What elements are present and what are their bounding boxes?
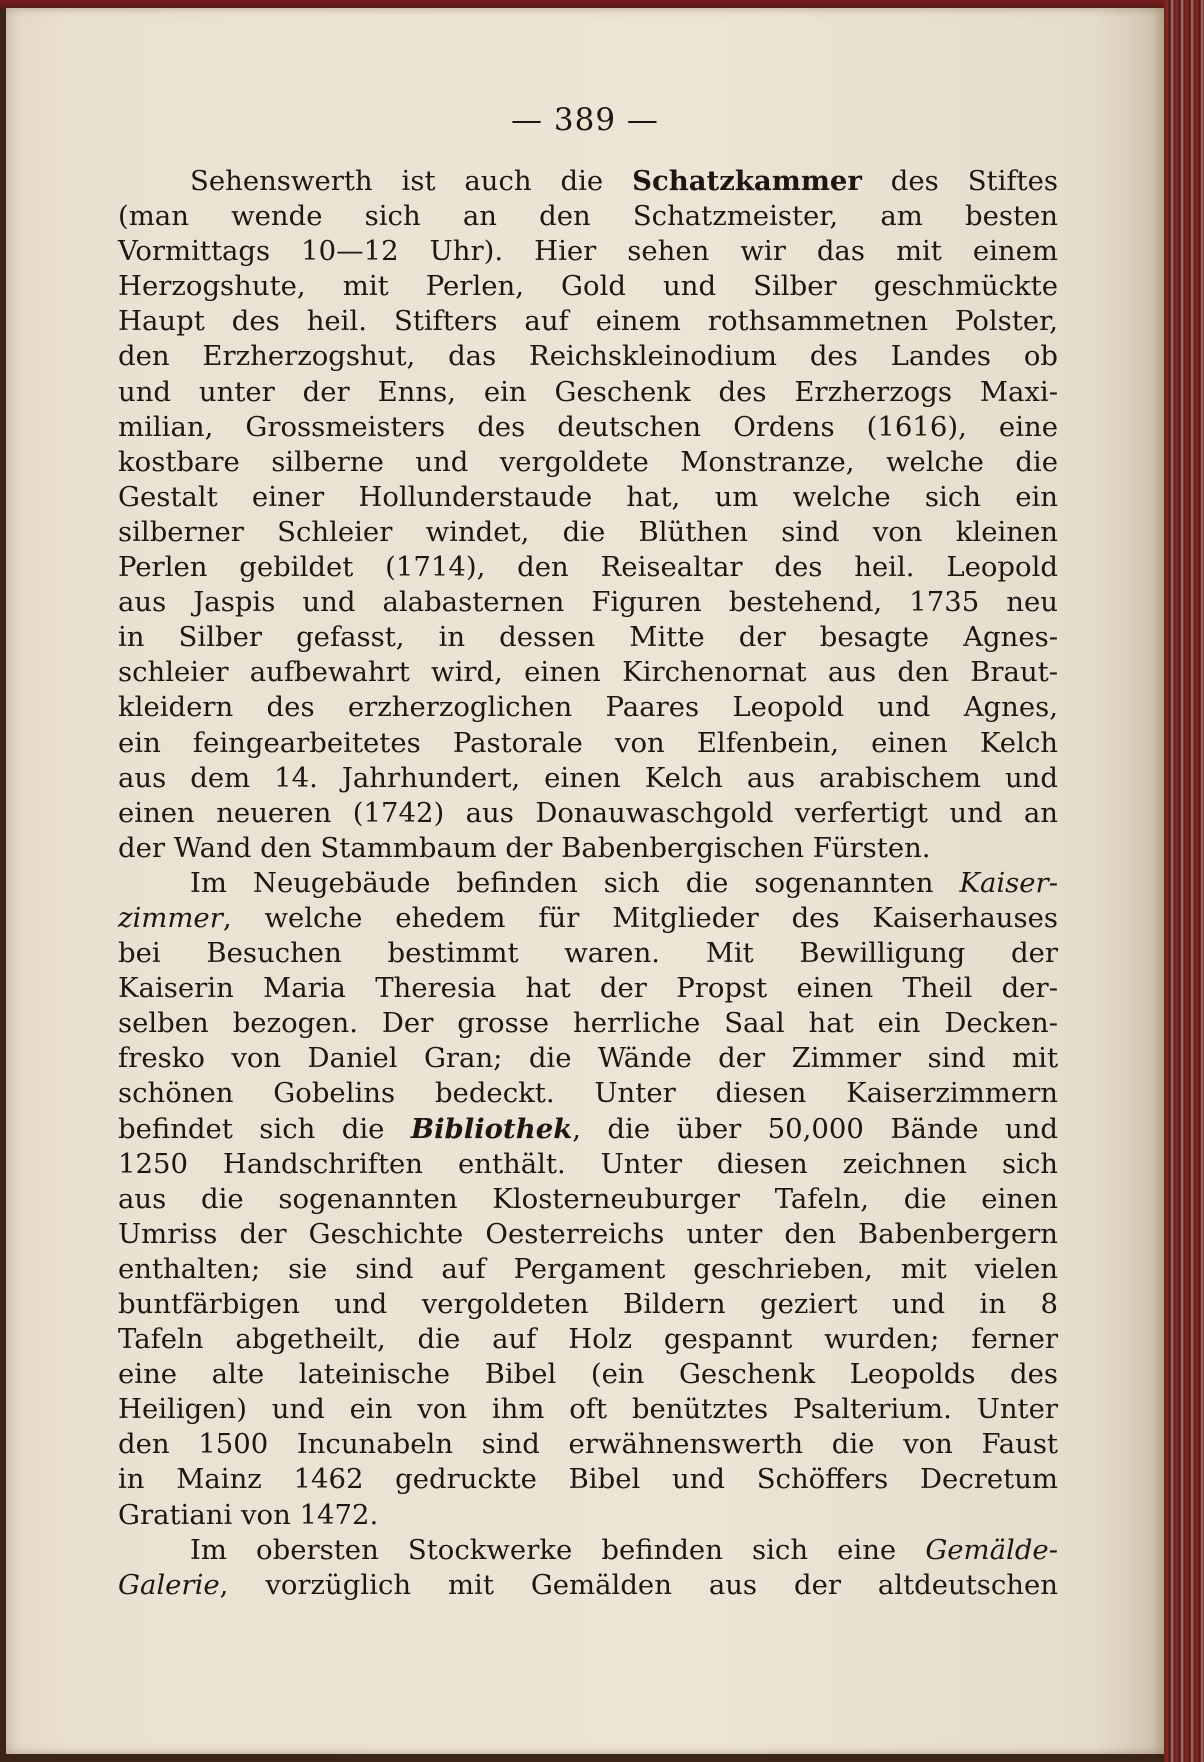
text-segment: eine alte lateinische Bibel (ein Geschenk Leopolds des (118, 1358, 1058, 1391)
text-segment: enthalten; sie sind auf Pergament geschrieben, mit vielen (118, 1252, 1058, 1285)
text-line (118, 1076, 1058, 1111)
text-line (118, 620, 1058, 655)
text-line (118, 1287, 1058, 1322)
text-line (118, 1217, 1058, 1252)
text-segment: 1250 Handschriften enthält. Unter diesen zeichnen sich (118, 1147, 1058, 1180)
text-line (118, 1357, 1058, 1392)
text-line (118, 1498, 1058, 1533)
text-segment: schönen Gobelins bedeckt. Unter diesen Kaiserzimmern (118, 1077, 1058, 1110)
text-line (118, 936, 1058, 971)
text-segment: Gratiani von 1472. (118, 1498, 379, 1531)
text-line (118, 690, 1058, 725)
body-text (118, 164, 1058, 1603)
text-segment: Perlen gebildet (1714), den Reisealtar des heil. Leopold (118, 551, 1058, 584)
text-line (118, 410, 1058, 445)
text-line (118, 304, 1058, 339)
text-line (118, 655, 1058, 690)
text-segment: buntfärbigen und vergoldeten Bildern geziert und in 8 (118, 1288, 1058, 1320)
text-line (118, 234, 1058, 269)
text-segment: aus dem 14. Jahrhundert, einen Kelch aus arabischem und (118, 761, 1058, 794)
text-segment: Herzogshute, mit Perlen, Gold und Silber geschmückte (118, 270, 1058, 303)
text-segment: der Wand den Stammbaum der Babenbergischen Fürsten. (118, 831, 931, 864)
text-line (118, 269, 1058, 304)
text-segment: den Erzherzogshut, das Reichskleinodium des Landes ob (118, 340, 1058, 373)
text-segment: Schatzkammer (632, 165, 862, 197)
text-segment: Kaiser- (959, 866, 1058, 899)
text-line (118, 550, 1058, 585)
text-segment: , welche ehedem für Mitglieder des Kaiserhauses (222, 901, 1058, 934)
text-segment: Im obersten Stockwerke befinden sich eine (190, 1533, 926, 1566)
text-segment: in Silber gefasst, in dessen Mitte der besagte Agnes- (118, 621, 1058, 654)
text-segment: zimmer (118, 901, 223, 934)
text-segment: befindet sich die (118, 1112, 411, 1145)
text-line (118, 480, 1058, 515)
text-line (118, 761, 1058, 796)
text-line (118, 1006, 1058, 1041)
text-segment: fresko von Daniel Gran; die Wände der Zimmer sind mit (118, 1042, 1058, 1075)
text-segment: und unter der Enns, ein Geschenk des Erzherzogs Maxi- (118, 375, 1058, 408)
text-segment: aus die sogenannten Klosterneuburger Tafeln, die einen (118, 1182, 1058, 1215)
text-line (118, 164, 1058, 199)
text-line (118, 1322, 1058, 1357)
text-segment: Im Neugebäude befinden sich die sogenannten (190, 866, 960, 899)
text-segment: Vormittags 10—12 Uhr). Hier sehen wir das mit einem (118, 235, 1058, 268)
text-segment: Galerie (118, 1568, 220, 1601)
text-segment: Bibliothek (410, 1112, 573, 1145)
text-segment: , die über 50,000 Bände und (572, 1112, 1058, 1145)
book-binding-edge (1164, 0, 1204, 1762)
text-segment: Haupt des heil. Stifters auf einem rothsammetnen Polster, (118, 305, 1058, 338)
text-line (118, 1427, 1058, 1462)
text-line (118, 1533, 1058, 1568)
text-line (118, 339, 1058, 374)
page-number: — 389 — (511, 102, 659, 138)
text-line (118, 726, 1058, 761)
text-segment: ein feingearbeitetes Pastorale von Elfenbein, einen Kelch (118, 726, 1058, 759)
text-line (118, 585, 1058, 620)
text-segment: selben bezogen. Der grosse herrliche Saal hat ein Decken- (118, 1007, 1058, 1040)
text-line (118, 1182, 1058, 1217)
text-segment: Sehenswerth ist auch die (190, 165, 633, 197)
text-line (118, 1147, 1058, 1182)
text-line (118, 199, 1058, 234)
text-segment: Kaiserin Maria Theresia hat der Propst einen Theil der- (118, 972, 1058, 1005)
text-line (118, 515, 1058, 550)
text-line (118, 971, 1058, 1006)
text-segment: Tafeln abgetheilt, die auf Holz gespannt wurden; ferner (118, 1323, 1058, 1356)
text-segment: bei Besuchen bestimmt waren. Mit Bewilligung der (118, 937, 1058, 970)
text-segment: milian, Grossmeisters des deutschen Ordens (1616), eine (118, 410, 1058, 443)
text-line (118, 1252, 1058, 1287)
text-line (118, 831, 1058, 866)
text-segment: den 1500 Incunabeln sind erwähnenswerth die von Faust (118, 1428, 1058, 1461)
text-line (118, 1041, 1058, 1076)
text-line (118, 1462, 1058, 1497)
text-segment: (man wende sich an den Schatzmeister, am besten (118, 200, 1058, 233)
text-segment: , vorzüglich mit Gemälden aus der altdeutschen (219, 1568, 1058, 1601)
text-line (118, 1568, 1058, 1603)
text-line (118, 901, 1058, 936)
text-line (118, 445, 1058, 480)
text-line (118, 796, 1058, 831)
text-segment: in Mainz 1462 gedruckte Bibel und Schöffers Decretum (118, 1463, 1058, 1496)
text-segment: kleidern des erzherzoglichen Paares Leopold und Agnes, (118, 691, 1058, 724)
text-segment: Umriss der Geschichte Oesterreichs unter den Babenbergern (118, 1217, 1058, 1250)
text-segment: Gemälde- (925, 1533, 1058, 1566)
text-segment: des Stiftes (861, 165, 1058, 197)
text-segment: einen neueren (1742) aus Donauwaschgold verfertigt und an (118, 796, 1058, 829)
text-segment: kostbare silberne und vergoldete Monstranze, welche die (118, 445, 1058, 478)
text-line (118, 866, 1058, 901)
text-line (118, 1112, 1058, 1147)
text-segment: Heiligen) und ein von ihm oft benütztes Psalterium. Unter (118, 1393, 1058, 1426)
text-line (118, 375, 1058, 410)
text-segment: Gestalt einer Hollunderstaude hat, um welche sich ein (118, 480, 1058, 513)
text-segment: schleier aufbewahrt wird, einen Kirchenornat aus den Braut- (118, 656, 1058, 689)
book-page (6, 8, 1164, 1754)
text-segment: aus Jaspis und alabasternen Figuren bestehend, 1735 neu (118, 586, 1058, 619)
text-segment: silberner Schleier windet, die Blüthen sind von kleinen (118, 515, 1058, 548)
text-line (118, 1392, 1058, 1427)
